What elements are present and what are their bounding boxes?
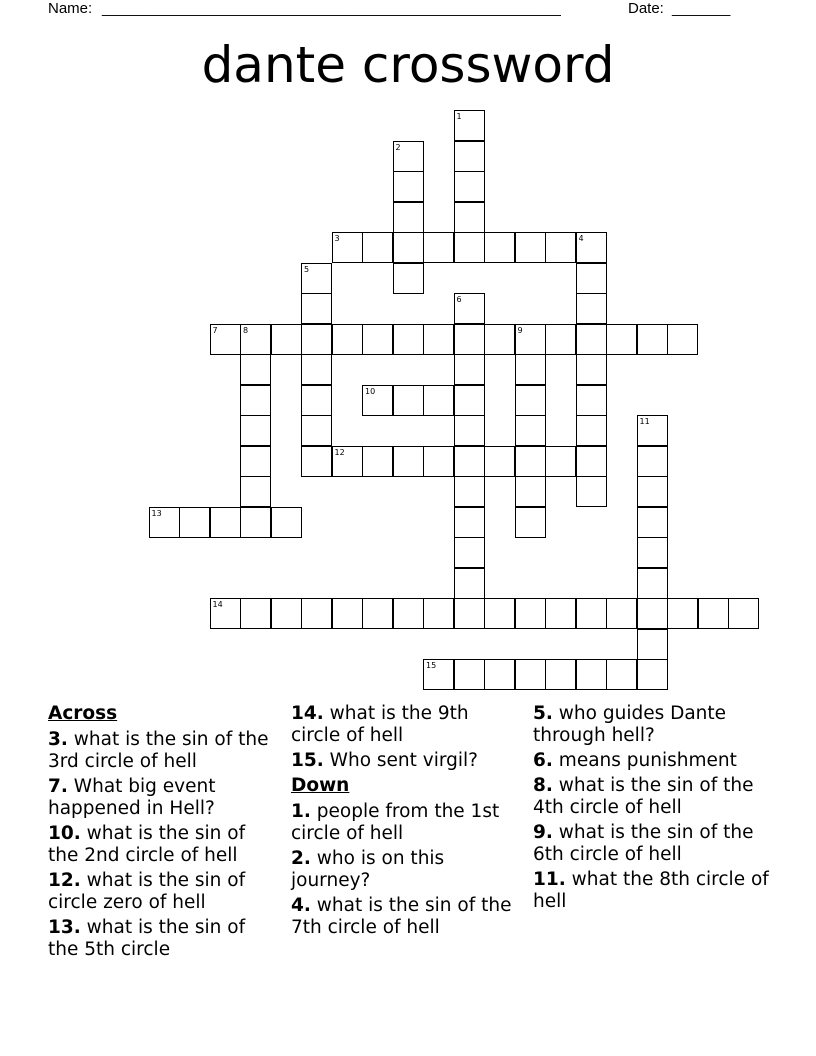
grid-cell[interactable] bbox=[637, 568, 668, 599]
grid-cell[interactable] bbox=[576, 354, 607, 385]
grid-cell[interactable] bbox=[637, 659, 668, 690]
grid-cell[interactable] bbox=[454, 476, 485, 507]
clue-down-4: 4. what is the sin of the 7th circle of hell bbox=[291, 895, 512, 938]
cell-number: 9 bbox=[517, 325, 523, 335]
grid-cell[interactable] bbox=[484, 659, 515, 690]
grid-cell[interactable] bbox=[454, 385, 485, 416]
grid-cell[interactable] bbox=[515, 324, 546, 355]
clue-down-1: 1. people from the 1st circle of hell bbox=[291, 801, 500, 844]
grid-cell[interactable] bbox=[332, 232, 363, 263]
grid-cell[interactable] bbox=[210, 324, 241, 355]
cell-number: 1 bbox=[456, 112, 462, 121]
grid-cell[interactable] bbox=[454, 598, 485, 629]
grid-cell[interactable] bbox=[393, 202, 424, 233]
grid-cell[interactable] bbox=[301, 415, 332, 446]
grid-cell[interactable] bbox=[301, 324, 332, 355]
grid-cell[interactable] bbox=[393, 263, 424, 294]
cell-number: 6 bbox=[456, 295, 462, 304]
grid-cell[interactable] bbox=[454, 446, 485, 477]
grid-cell[interactable] bbox=[332, 598, 363, 629]
cell-number: 3 bbox=[334, 234, 340, 243]
grid-cell[interactable] bbox=[454, 507, 485, 538]
grid-cell[interactable] bbox=[667, 324, 698, 355]
grid-cell[interactable] bbox=[149, 507, 180, 538]
cell-number: 15 bbox=[426, 661, 437, 670]
grid-cell[interactable] bbox=[515, 415, 546, 446]
date-field[interactable]: _______ bbox=[672, 0, 731, 17]
across-heading: Across bbox=[48, 703, 118, 724]
grid-cell[interactable] bbox=[393, 385, 424, 416]
grid-cell[interactable] bbox=[454, 141, 485, 172]
grid-cell[interactable] bbox=[484, 598, 515, 629]
clue-across-10: 10. what is the sin of the 2nd circle of hell bbox=[48, 823, 246, 866]
clue-across-13: 13. what is the sin of the 5th circle bbox=[48, 917, 246, 960]
grid-cell[interactable] bbox=[576, 415, 607, 446]
grid-cell[interactable] bbox=[637, 324, 668, 355]
grid-cell[interactable] bbox=[393, 141, 424, 172]
grid-cell[interactable] bbox=[423, 232, 454, 263]
grid-cell[interactable] bbox=[362, 598, 393, 629]
grid-cell[interactable] bbox=[637, 415, 668, 446]
cell-number: 13 bbox=[151, 508, 162, 518]
grid-cell[interactable] bbox=[240, 385, 271, 416]
grid-cell[interactable] bbox=[240, 324, 271, 355]
grid-cell[interactable] bbox=[454, 202, 485, 233]
clue-across-14: 14. what is the 9th circle of hell bbox=[291, 703, 469, 746]
clue-down-11: 11. what the 8th circle of hell bbox=[533, 869, 769, 912]
cell-number: 7 bbox=[212, 325, 218, 335]
clue-down-2: 2. who is on this journey? bbox=[291, 848, 445, 891]
grid-cell[interactable] bbox=[515, 507, 546, 538]
grid-cell[interactable] bbox=[515, 385, 546, 416]
cell-number: 2 bbox=[395, 142, 401, 152]
grid-cell[interactable] bbox=[484, 324, 515, 355]
grid-cell[interactable] bbox=[667, 598, 698, 629]
grid-cell[interactable] bbox=[271, 598, 302, 629]
cell-number: 10 bbox=[365, 386, 376, 396]
grid-cell[interactable] bbox=[637, 476, 668, 507]
header bbox=[48, 0, 748, 20]
grid-cell[interactable] bbox=[210, 598, 241, 629]
clue-across-12: 12. what is the sin of circle zero of hell bbox=[48, 870, 246, 913]
cell-number: 5 bbox=[304, 264, 310, 274]
grid-cell[interactable] bbox=[454, 171, 485, 202]
grid-cell[interactable] bbox=[332, 324, 363, 355]
grid-cell[interactable] bbox=[606, 659, 637, 690]
cell-number: 11 bbox=[639, 417, 650, 426]
grid-cell[interactable] bbox=[637, 507, 668, 538]
cell-number: 4 bbox=[578, 234, 584, 243]
grid-cell[interactable] bbox=[271, 507, 302, 538]
grid-cell[interactable] bbox=[637, 446, 668, 477]
grid-cell[interactable] bbox=[393, 171, 424, 202]
grid-cell[interactable] bbox=[454, 324, 485, 355]
grid-cell[interactable] bbox=[301, 354, 332, 385]
cell-number: 12 bbox=[334, 447, 345, 457]
grid-cell[interactable] bbox=[423, 324, 454, 355]
grid-cell[interactable] bbox=[698, 598, 729, 629]
grid-cell[interactable] bbox=[545, 446, 576, 477]
grid-cell[interactable] bbox=[576, 446, 607, 477]
name-field[interactable]: _______________________________________________________ bbox=[102, 0, 561, 17]
grid-cell[interactable] bbox=[576, 263, 607, 294]
grid-cell[interactable] bbox=[545, 232, 576, 263]
clue-column-2 bbox=[291, 703, 521, 942]
grid-cell[interactable] bbox=[606, 598, 637, 629]
grid-cell[interactable] bbox=[454, 415, 485, 446]
grid-cell[interactable] bbox=[240, 598, 271, 629]
grid-cell[interactable] bbox=[545, 659, 576, 690]
grid-cell[interactable] bbox=[454, 568, 485, 599]
cell-number: 8 bbox=[243, 325, 249, 335]
grid-cell[interactable] bbox=[637, 629, 668, 660]
grid-cell[interactable] bbox=[301, 385, 332, 416]
grid-cell[interactable] bbox=[179, 507, 210, 538]
grid-cell[interactable] bbox=[393, 324, 424, 355]
grid-cell[interactable] bbox=[606, 324, 637, 355]
grid-cell[interactable] bbox=[240, 415, 271, 446]
grid-cell[interactable] bbox=[423, 598, 454, 629]
grid-cell[interactable] bbox=[576, 659, 607, 690]
grid-cell[interactable] bbox=[301, 263, 332, 294]
grid-cell[interactable] bbox=[515, 659, 546, 690]
grid-cell[interactable] bbox=[362, 324, 393, 355]
grid-cell[interactable] bbox=[515, 446, 546, 477]
clue-across-7: 7. What big event happened in Hell? bbox=[48, 776, 216, 819]
grid-cell[interactable] bbox=[393, 598, 424, 629]
grid-cell[interactable] bbox=[515, 598, 546, 629]
clue-column-1 bbox=[48, 703, 278, 964]
grid-cell[interactable] bbox=[362, 385, 393, 416]
clue-across-3: 3. what is the sin of the 3rd circle of hell bbox=[48, 729, 269, 772]
grid-cell[interactable] bbox=[515, 476, 546, 507]
grid-cell[interactable] bbox=[484, 232, 515, 263]
grid-cell[interactable] bbox=[728, 598, 759, 629]
grid-cell[interactable] bbox=[362, 232, 393, 263]
clue-down-9: 9. what is the sin of the 6th circle of hell bbox=[533, 822, 754, 865]
clue-down-5: 5. who guides Dante through hell? bbox=[533, 703, 727, 746]
grid-cell[interactable] bbox=[637, 598, 668, 629]
grid-cell[interactable] bbox=[393, 446, 424, 477]
grid-cell[interactable] bbox=[454, 354, 485, 385]
grid-cell[interactable] bbox=[545, 598, 576, 629]
grid-cell[interactable] bbox=[576, 598, 607, 629]
grid-cell[interactable] bbox=[484, 446, 515, 477]
grid-cell[interactable] bbox=[301, 446, 332, 477]
grid-cell[interactable] bbox=[301, 598, 332, 629]
grid-cell[interactable] bbox=[240, 507, 271, 538]
clue-down-6: 6. means punishment bbox=[533, 750, 737, 771]
grid-cell[interactable] bbox=[545, 324, 576, 355]
cell-number: 14 bbox=[212, 600, 223, 609]
grid-cell[interactable] bbox=[454, 537, 485, 568]
grid-cell[interactable] bbox=[362, 446, 393, 477]
grid-cell[interactable] bbox=[240, 446, 271, 477]
grid-cell[interactable] bbox=[576, 293, 607, 324]
grid-cell[interactable] bbox=[576, 324, 607, 355]
name-label: Name: bbox=[48, 0, 93, 17]
grid-cell[interactable] bbox=[271, 324, 302, 355]
date-label: Date: bbox=[628, 0, 664, 17]
grid-cell[interactable] bbox=[301, 293, 332, 324]
grid-cell[interactable] bbox=[240, 354, 271, 385]
grid-cell[interactable] bbox=[576, 385, 607, 416]
grid-cell[interactable] bbox=[454, 293, 485, 324]
grid-cell[interactable] bbox=[423, 446, 454, 477]
grid-cell[interactable] bbox=[637, 537, 668, 568]
grid-cell[interactable] bbox=[576, 476, 607, 507]
grid-cell[interactable] bbox=[240, 476, 271, 507]
grid-cell[interactable] bbox=[515, 232, 546, 263]
grid-cell[interactable] bbox=[423, 385, 454, 416]
grid-cell[interactable] bbox=[454, 232, 485, 263]
clue-column-3 bbox=[533, 703, 773, 916]
clue-down-8: 8. what is the sin of the 4th circle of hell bbox=[533, 775, 754, 818]
clue-across-15: 15. Who sent virgil? bbox=[291, 750, 478, 771]
grid-cell[interactable] bbox=[393, 232, 424, 263]
down-heading: Down bbox=[291, 775, 350, 796]
page-title: dante crossword bbox=[201, 36, 615, 94]
grid-cell[interactable] bbox=[576, 232, 607, 263]
grid-cell[interactable] bbox=[454, 110, 485, 141]
grid-cell[interactable] bbox=[515, 354, 546, 385]
grid-cell[interactable] bbox=[332, 446, 363, 477]
grid-cell[interactable] bbox=[454, 659, 485, 690]
grid-cell[interactable] bbox=[210, 507, 241, 538]
grid-cell[interactable] bbox=[423, 659, 454, 690]
